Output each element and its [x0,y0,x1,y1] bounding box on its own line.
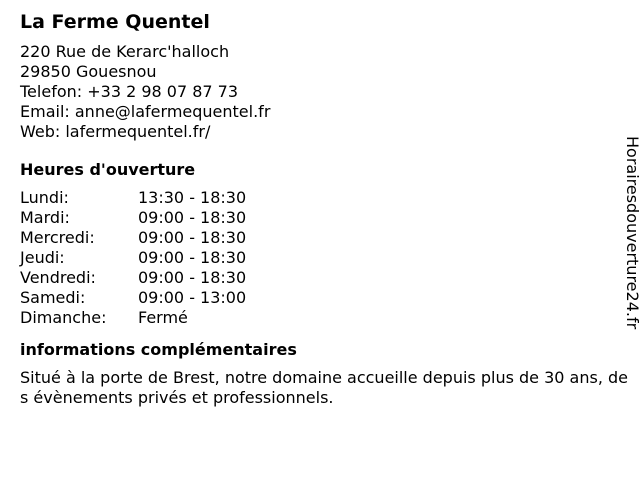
time-range: Fermé [138,308,188,327]
hours-row-mardi [20,208,620,228]
day-label: Mardi: [20,208,70,227]
street-address: 220 Rue de Kerarc'halloch [20,42,230,61]
hours-row-lundi [20,188,620,208]
time-range: 09:00 - 18:30 [138,228,247,247]
address-block [20,42,620,142]
hours-row-mercredi [20,228,620,248]
phone-line[interactable]: Telefon: +33 2 98 07 87 73 [20,82,239,101]
site-watermark: Horairesdouverture24.fr [623,136,642,330]
city-postal: 29850 Gouesnou [20,62,157,81]
info-description: Situé à la porte de Brest, notre domaine accueille depuis plus de 30 ans, des évènements privés et professionnels. [20,368,628,407]
hours-row-vendredi [20,268,620,288]
time-range: 13:30 - 18:30 [138,188,247,207]
hours-row-jeudi [20,248,620,268]
hours-row-samedi [20,288,620,308]
time-range: 09:00 - 18:30 [138,268,247,287]
time-range: 09:00 - 18:30 [138,208,247,227]
day-label: Dimanche: [20,308,107,327]
day-label: Samedi: [20,288,86,307]
day-label: Lundi: [20,188,69,207]
business-name: La Ferme Quentel [20,11,210,33]
day-label: Jeudi: [20,248,65,267]
time-range: 09:00 - 13:00 [138,288,247,307]
hours-row-dimanche [20,308,620,328]
email-line[interactable]: Email: anne@lafermequentel.fr [20,102,271,121]
web-line[interactable]: Web: lafermequentel.fr/ [20,122,211,141]
info-heading: informations complémentaires [20,340,297,359]
day-label: Mercredi: [20,228,95,247]
business-card [20,8,628,408]
hours-heading: Heures d'ouverture [20,160,196,179]
day-label: Vendredi: [20,268,96,287]
time-range: 09:00 - 18:30 [138,248,247,267]
hours-table [20,188,620,328]
